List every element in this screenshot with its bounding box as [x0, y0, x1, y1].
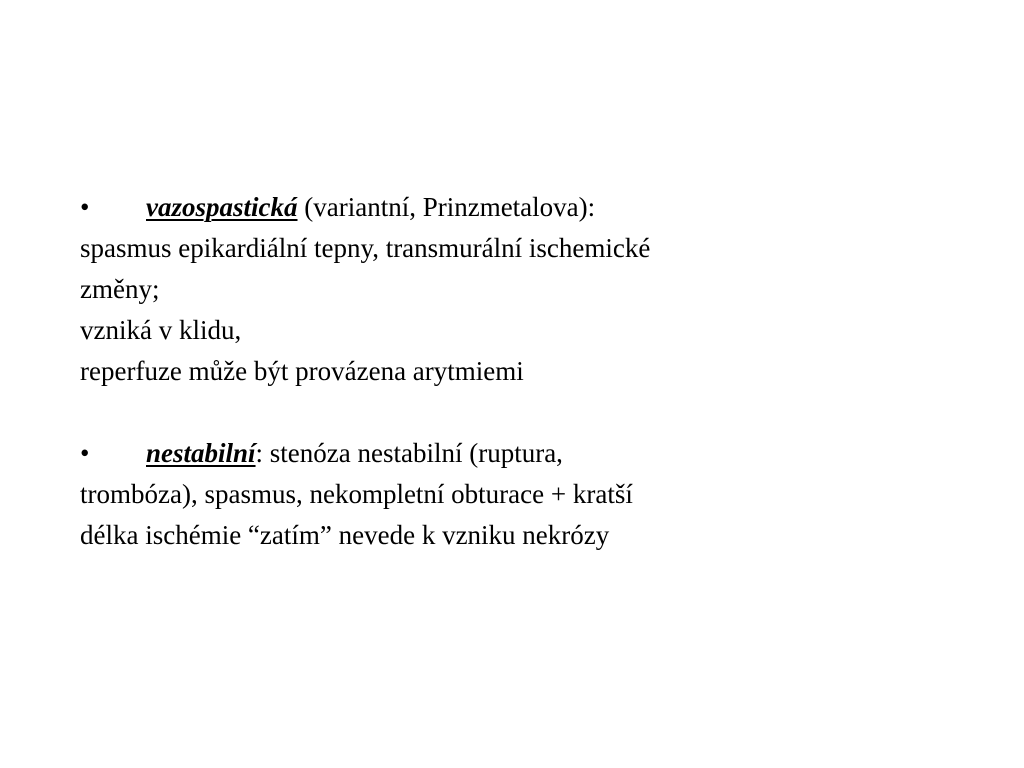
- bullet-item-nestabilni: [80, 433, 980, 474]
- text-line: spasmus epikardiální tepny, transmurální ischemické: [80, 233, 651, 263]
- bullet-icon: •: [80, 192, 90, 222]
- text-line: vzniká v klidu,: [80, 315, 242, 345]
- text-line: trombóza), spasmus, nekompletní obturace + kratší: [80, 479, 633, 509]
- slide-body: [80, 187, 980, 556]
- term-nestabilni-rest: : stenóza nestabilní (ruptura,: [255, 438, 563, 468]
- term-vazospasticka-rest: (variantní, Prinzmetalova):: [297, 192, 596, 222]
- term-nestabilni: nestabilní: [146, 438, 256, 468]
- paragraph-spacer: [80, 392, 980, 433]
- text-line: změny;: [80, 274, 160, 304]
- bullet-icon: •: [80, 438, 90, 468]
- term-vazospasticka: vazospastická: [146, 192, 298, 222]
- text-line: délka ischémie “zatím” nevede k vzniku nekrózy: [80, 520, 610, 550]
- text-line: reperfuze může být provázena arytmiemi: [80, 356, 524, 386]
- bullet-item-vazospasticka: [80, 187, 980, 228]
